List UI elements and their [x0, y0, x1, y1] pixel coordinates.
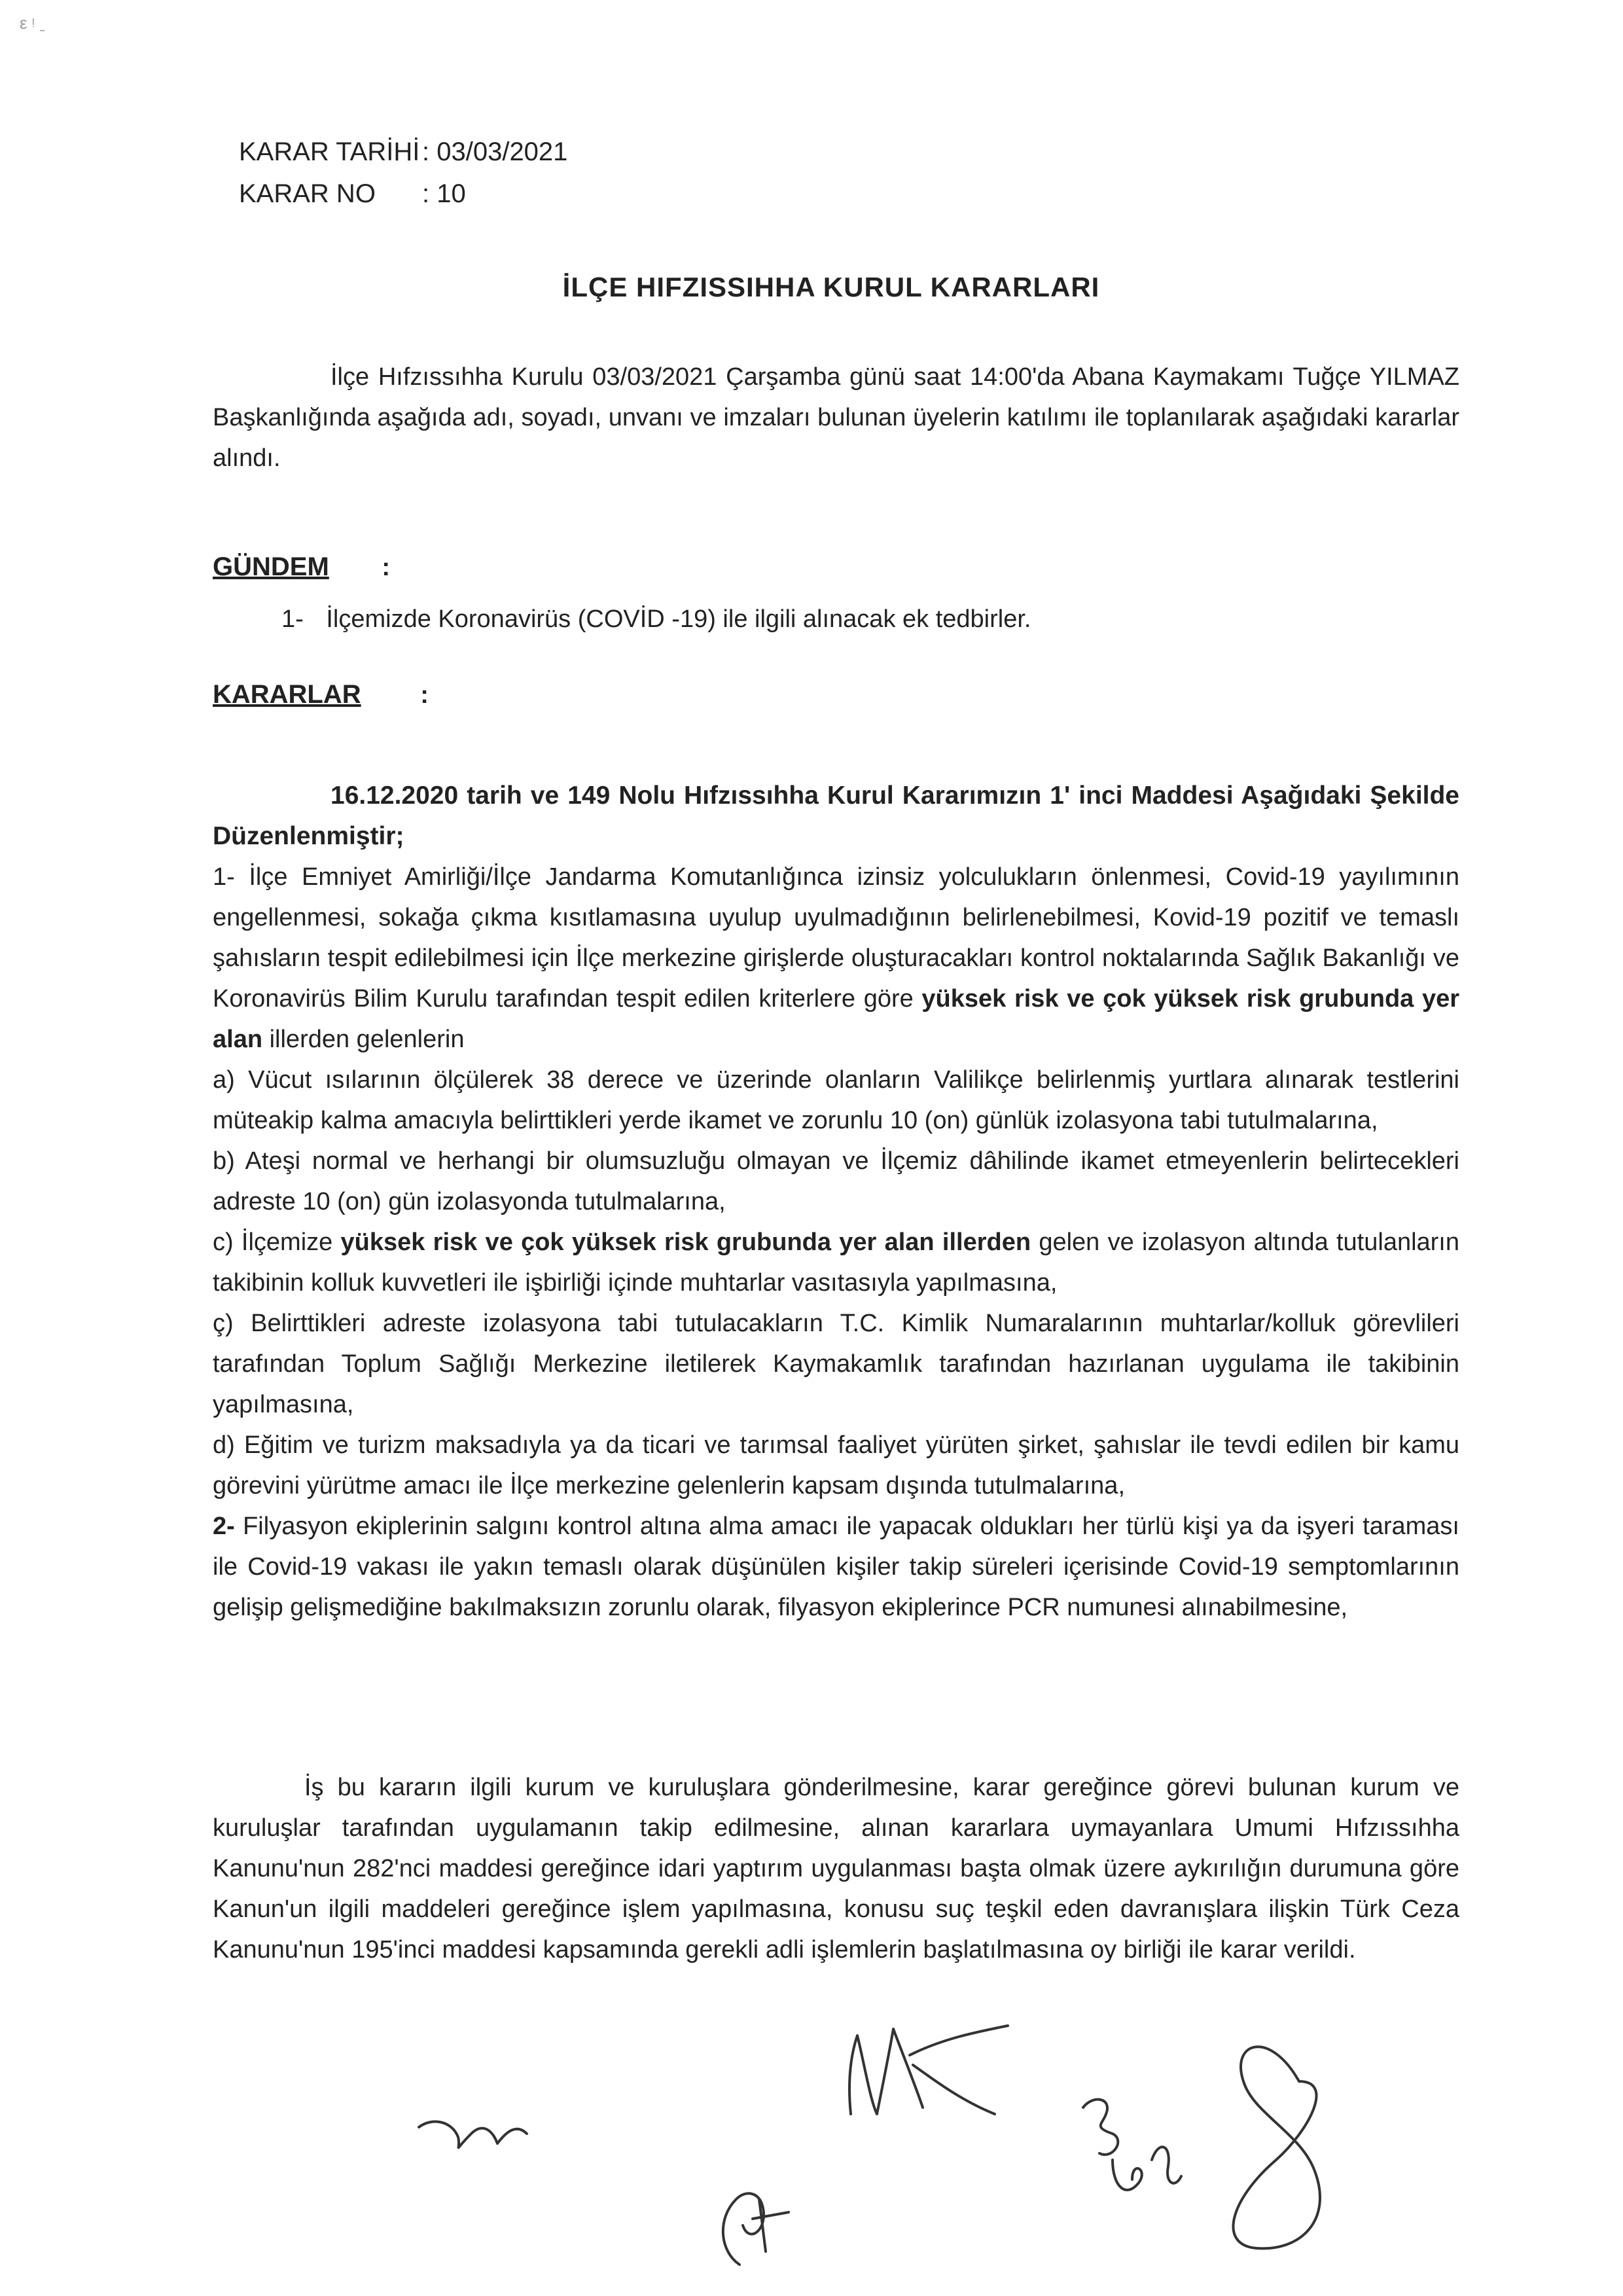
agenda-colon: :: [382, 554, 390, 581]
decision-item-2-text: Filyasyon ekiplerinin salgını kontrol altına alma amacı ile yapacak oldukları her türlü kişi ya da işyeri taraması ile Covid-19 vakası ile yakın temaslı olarak düşünülen kişiler takip süreleri içerisinde Covid-19 semptomlarının gelişip gelişmediğine bakılmaksızın zorunlu olarak, filyasyon ekiplerince PCR numunesi alınabilmesine,: [213, 1513, 1459, 1621]
decisions-heading: KARARLAR: [213, 680, 361, 709]
decision-item-b: b) Ateşi normal ve herhangi bir olumsuzluğu olmayan ve İlçemiz dâhilinde ikamet etmeyenlerin belirtecekleri adreste 10 (on) gün izolasyonda tutulmalarına,: [213, 1147, 1459, 1215]
closing-text: İş bu kararın ilgili kurum ve kuruluşlara gönderilmesine, karar gereğince görevi bulunan kurum ve kuruluşlar tarafından uygulamanın takip edilmesine, alınan kararlara uymayanlara Umumi Hıfzıssıhha Kanunu'nun 282'nci maddesi gereğince idari yaptırım uygulanması başta olmak üzere aykırılığın durumuna göre Kanun'un ilgili maddeleri gereğince işlem yapılmasına, konusu suç teşkil eden davranışlara ilişkin Türk Ceza Kanunu'nun 195'inci maddesi kapsamında gerekli adli işlemlerin başlatılmasına oy birliği ile karar verildi.: [213, 1774, 1459, 1964]
decision-item-2-number: 2-: [213, 1513, 235, 1540]
decision-item-1: [213, 857, 1459, 1060]
decisions-colon: :: [420, 681, 429, 709]
decision-no-row: [239, 173, 567, 215]
document-title: İLÇE HIFZISSIHHA KURUL KARARLARI: [562, 272, 1100, 302]
decision-date-row: [239, 131, 567, 173]
decision-date-label: KARAR TARİHİ: [239, 137, 420, 166]
decision-body: [213, 776, 1459, 1628]
decision-item-cc: ç) Belirttikleri adreste izolasyona tabi tutulacakların T.C. Kimlik Numaralarının muhtarlar/kolluk görevlileri tarafından Toplum Sağlığı Merkezine iletilerek Kaymakamlık tarafından hazırlanan uygulama ile takibinin yapılmasına,: [213, 1310, 1459, 1418]
intro-paragraph: İlçe Hıfzıssıhha Kurulu 03/03/2021 Çarşamba günü saat 14:00'da Abana Kaymakamı Tuğçe YILMAZ Başkanlığında aşağıda adı, soyadı, unvanı ve imzaları bulunan üyelerin katılımı ile toplanılarak aşağıdaki kararlar alındı.: [213, 363, 1459, 472]
signature-3: [849, 2026, 1008, 2114]
signatures-svg: [0, 2003, 1623, 2278]
signature-4: [1083, 2100, 1181, 2190]
agenda-item: [281, 599, 1459, 639]
decision-meta: [239, 131, 567, 215]
agenda-item-number: 1-: [281, 605, 304, 633]
closing-paragraph: [213, 1767, 1459, 1970]
signature-2: [723, 2193, 789, 2265]
decision-item-c: [213, 1222, 1459, 1303]
decision-no-label: KARAR NO: [239, 179, 376, 208]
decision-item-c-emphasis: yüksek risk ve çok yüksek risk grubunda yer alan illerden: [340, 1229, 1031, 1256]
decision-item-1-emphasis: yüksek risk ve çok yüksek risk grubunda yer alan: [213, 985, 1459, 1053]
signature-5: [1233, 2047, 1320, 2248]
decision-no-value: : 10: [422, 179, 466, 208]
agenda-section: [213, 547, 1459, 588]
decision-item-1-end: illerden gelenlerin: [269, 1026, 465, 1053]
agenda-heading: GÜNDEM: [213, 552, 329, 581]
decision-item-1-text: 1- İlçe Emniyet Amirliği/İlçe Jandarma Komutanlığınca izinsiz yolculukların önlenmesi, Covid-19 yayılımının engellenmesi, sokağa çıkma kısıtlamasına uyulup uyulmadığının belirlenebilmesi, Kovid-19 pozitif ve temaslı şahısların tespit edilebilmesi için İlçe merkezine girişlerde oluşturacakları kontrol noktalarında Sağlık Bakanlığı ve Koronavirüs Bilim Kurulu tarafından tespit edilen kriterlere göre: [213, 863, 1459, 1013]
decision-item-c-end: gelen ve izolasyon altında tutulanların takibinin kolluk kuvvetleri ile işbirliği içinde muhtarlar vasıtasıyla yapılmasına,: [213, 1229, 1460, 1297]
decision-item-c-start: c) İlçemize: [213, 1229, 333, 1256]
signature-1: [419, 2122, 527, 2148]
signatures-area: [0, 2003, 1623, 2278]
scan-mark: ε ᵎ ˍ: [20, 13, 45, 33]
decision-lead: 16.12.2020 tarih ve 149 Nolu Hıfzıssıhha Kurul Kararımızın 1' inci Maddesi Aşağıdaki Şekilde Düzenlenmiştir;: [213, 781, 1459, 850]
decision-date-value: : 03/03/2021: [422, 137, 568, 166]
decisions-section: [213, 674, 1459, 715]
agenda-item-text: İlçemizde Koronavirüs (COVİD -19) ile ilgili alınacak ek tedbirler.: [326, 605, 1031, 633]
decision-item-d: d) Eğitim ve turizm maksadıyla ya da ticari ve tarımsal faaliyet yürüten şirket, şahıslar ile tevdi edilen bir kamu görevini yürütme amacı ile İlçe merkezine gelenlerin kapsam dışında tutulmalarına,: [213, 1431, 1459, 1499]
decision-item-a: a) Vücut ısılarının ölçülerek 38 derece ve üzerinde olanların Valilikçe belirlenmiş yurtlara alınarak testlerini müteakip kalma amacıyla belirttikleri yerde ikamet ve zorunlu 10 (on) günlük izolasyona tabi tutulmalarına,: [213, 1066, 1459, 1134]
decision-item-2: [213, 1506, 1459, 1628]
